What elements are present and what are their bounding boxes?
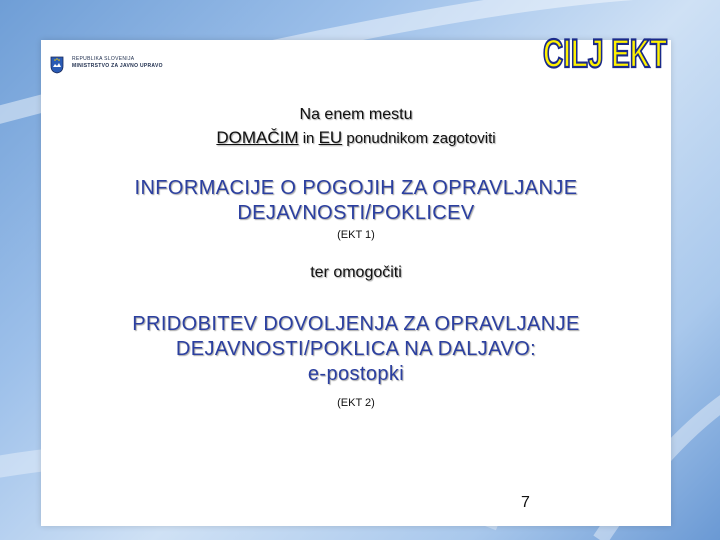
heading-information-line-2: DEJAVNOSTI/POKLICEV <box>237 202 475 224</box>
cilj-ekt-badge <box>540 30 670 74</box>
heading-permit-line-3: e-postopki <box>307 363 405 385</box>
logo-line-1: REPUBLIKA SLOVENIJA <box>72 56 135 62</box>
badge-text: CILJ EKT <box>543 32 667 76</box>
heading-permit-line-1: PRIDOBITEV DOVOLJENJA ZA OPRAVLJANJE <box>132 313 580 335</box>
intro-word-in: in <box>298 130 319 147</box>
page-number: 7 <box>521 494 530 511</box>
heading-permit-line-2: DEJAVNOSTI/POKLICA NA DALJAVO: <box>175 338 537 360</box>
heading-information <box>41 176 671 226</box>
heading-information-line-1: INFORMACIJE O POGOJIH ZA OPRAVLJANJE <box>134 177 578 199</box>
intro-line-2 <box>41 128 671 148</box>
intro-word-rest: ponudnikom zagotoviti <box>342 130 496 147</box>
note-ekt-1: (EKT 1) <box>337 229 375 241</box>
coat-of-arms-icon <box>50 56 64 74</box>
intro-word-eu: EU <box>318 128 343 147</box>
ministry-logo <box>50 56 163 74</box>
heading-permit <box>41 312 671 387</box>
middle-text: ter omogočiti <box>310 264 402 281</box>
intro-word-domacim: DOMAČIM <box>216 128 299 147</box>
note-ekt-2: (EKT 2) <box>337 397 375 409</box>
intro-line-1: Na enem mestu <box>299 106 413 123</box>
logo-line-2: MINISTRSTVO ZA JAVNO UPRAVO <box>72 63 163 69</box>
